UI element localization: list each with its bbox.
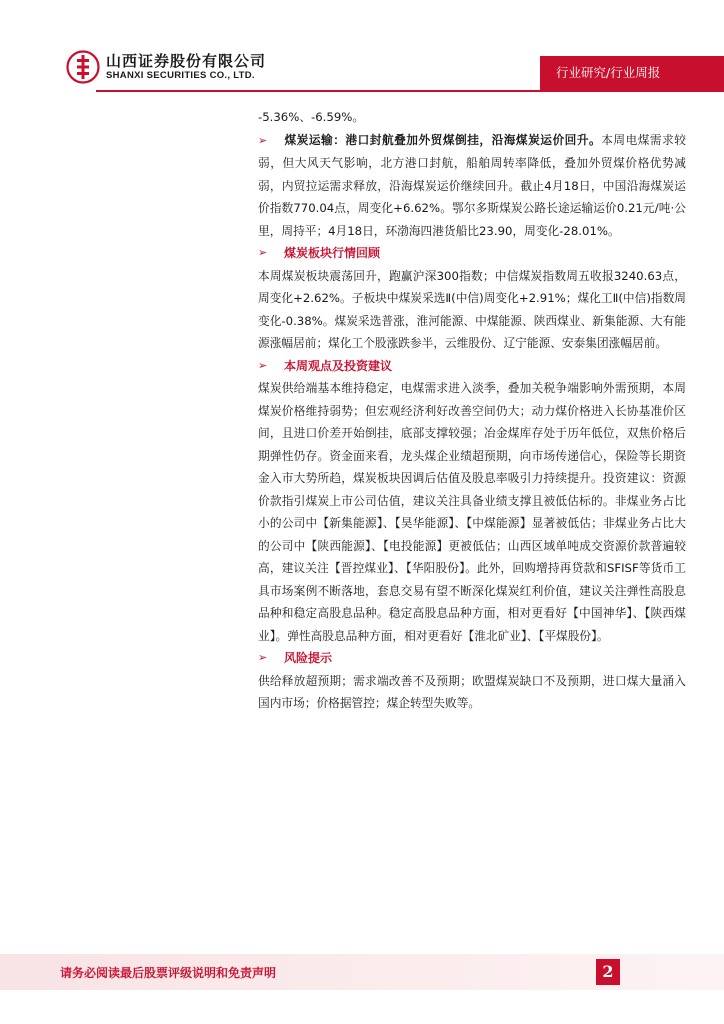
risk-heading xyxy=(258,647,686,670)
intro-line: -5.36%、-6.59%。 xyxy=(258,110,365,124)
sector-heading xyxy=(258,242,686,265)
risk-title: 风险提示 xyxy=(284,651,333,665)
page-header xyxy=(0,0,724,92)
transport-body: 本周电煤需求较弱，但大风天气影响，北方港口封航，船舶周转率降低，叠加外贸煤价格优势减弱，内贸拉运需求释放，沿海煤炭运价继续回升。截止4月18日，中国沿海煤炭运价指数770.04点，周变化+6.62%。鄂尔多斯煤炭公路长途运输运价0.21元/吨·公里，周持平；4月18日，环渤海四港货船比23.90，周变化-28.01%。 xyxy=(258,132,686,238)
page-number: 2 xyxy=(596,959,620,985)
disclaimer-notice: 请务必阅读最后股票评级说明和免责声明 xyxy=(60,966,277,980)
risk-paragraph: 供给释放超预期；需求端改善不及预期；欧盟煤炭缺口不及预期，进口煤大量涌入国内市场；价格据管控；煤企转型失败等。 xyxy=(258,673,686,710)
outlook-heading xyxy=(258,355,686,378)
bullet-arrow-icon: ➢ xyxy=(258,133,268,147)
transport-title: 煤炭运输：港口封航叠加外贸煤倒挂，沿海煤炭运价回升。 xyxy=(284,132,602,147)
shanxi-securities-logo-icon xyxy=(66,50,100,84)
report-category: 行业研究/行业周报 xyxy=(540,56,724,90)
page-footer xyxy=(0,954,724,990)
company-name-cn: 山西证券股份有限公司 xyxy=(106,52,267,70)
bullet-arrow-icon: ➢ xyxy=(258,651,268,664)
sector-title: 煤炭板块行情回顾 xyxy=(284,246,381,260)
transport-paragraph xyxy=(258,129,686,243)
sector-paragraph: 本周煤炭板块震荡回升，跑赢沪深300指数；中信煤炭指数周五收报3240.63点，周变化+2.62%。子板块中煤炭采选Ⅱ(中信)周变化+2.91%；煤化工Ⅱ(中信)指数周变化-0.38%。煤炭采选普涨，淮河能源、中煤能源、陕西煤业、新集能源、大有能源涨幅居前；煤化工个股涨跌参半，云维股份、辽宁能源、安泰集团涨幅居前。 xyxy=(258,268,686,350)
outlook-paragraph: 煤炭供给端基本维持稳定，电煤需求进入淡季，叠加关税争端影响外需预期，本周煤炭价格维持弱势；但宏观经济利好改善空间仍大；动力煤价格进入长协基准价区间，且进口价差开始倒挂，底部支撑较强；冶金煤库存处于历年低位，双焦价格后期弹性仍存。资金面来看，龙头煤企业绩超预期，向市场传递信心，保险等长期资金入市大势所趋，煤炭板块因调后估值及股息率吸引力持续提升。投资建议：资源价款指引煤炭上市公司估值，建议关注具备业绩支撑且被低估标的。非煤业务占比小的公司中【新集能源】、【昊华能源】、【中煤能源】显著被低估；非煤业务占比大的公司中【陕西能源】、【电投能源】更被低估；山西区域单吨成交资源价款普遍较高，建议关注【晋控煤业】、【华阳股份】。此外，回购增持再贷款和SFISF等货币工具市场案例不断落地，套息交易有望不断深化煤炭红利价值，建议关注弹性高股息品种和稳定高股息品种。稳定高股息品种方面，相对更看好【中国神华】、【陕西煤业】。弹性高股息品种方面，相对更看好【淮北矿业】、【平煤股份】。 xyxy=(258,381,686,643)
company-name-en: SHANXI SECURITIES CO., LTD. xyxy=(106,70,255,81)
header-divider xyxy=(96,90,724,92)
report-body xyxy=(258,106,686,715)
outlook-title: 本周观点及投资建议 xyxy=(284,358,393,373)
bullet-arrow-icon: ➢ xyxy=(258,246,268,259)
bullet-arrow-icon: ➢ xyxy=(258,358,268,372)
